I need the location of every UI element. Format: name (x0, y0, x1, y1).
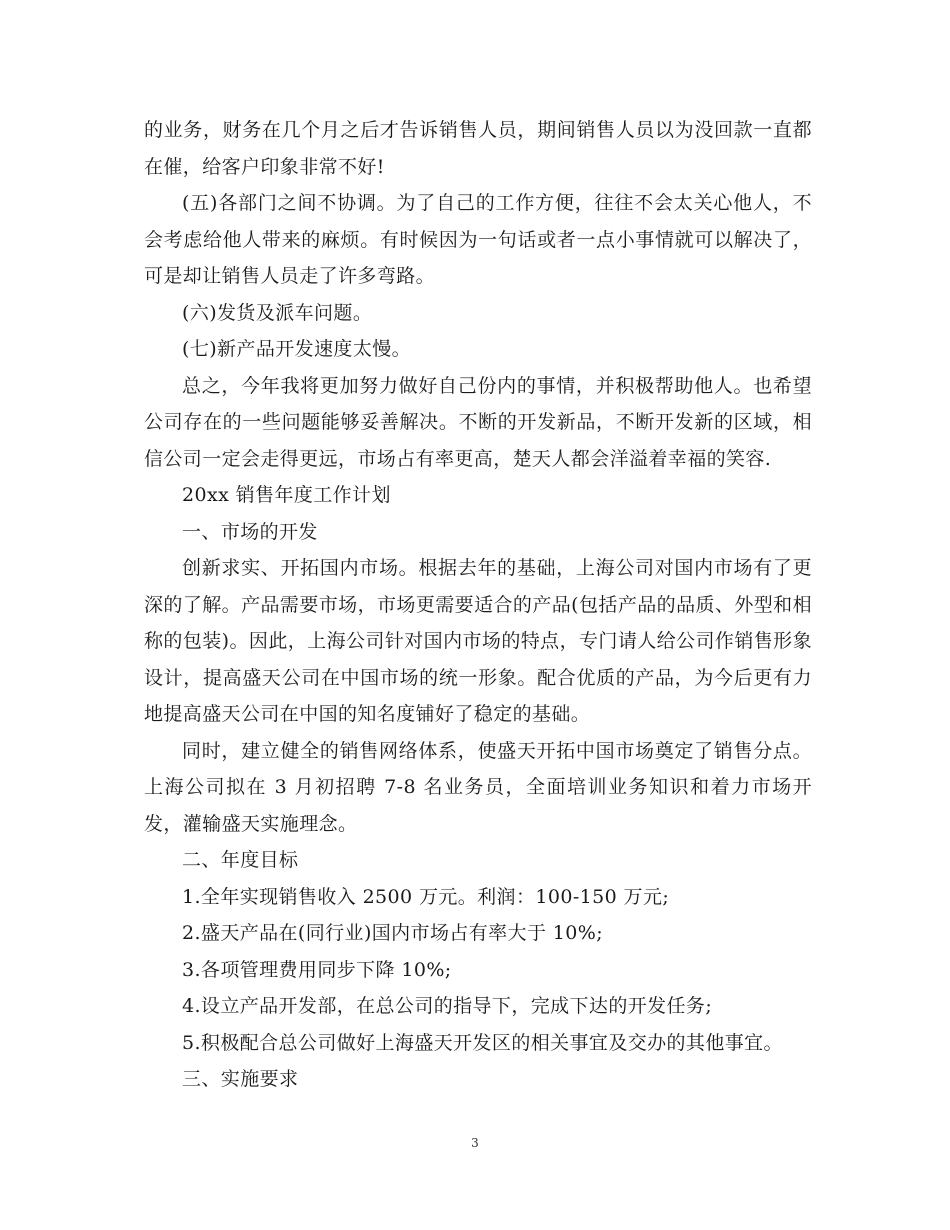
goal-item: 1.全年实现销售收入 2500 万元。利润：100-150 万元; (182, 885, 670, 908)
page-number: 3 (471, 1136, 479, 1150)
paragraph-sales-network: 同时，建立健全的销售网络体系，使盛天开拓中国市场奠定了销售分点。上海公司拟在 3 月初招聘 7-8 名业务员，全面培训业务知识和着力市场开发，灌输盛天实施理念。 (144, 739, 812, 835)
goal-item: 2.盛天产品在(同行业)国内市场占有率大于 10%; (182, 922, 604, 944)
heading-implementation: 三、实施要求 (182, 1068, 299, 1090)
paragraph-issue-five: (五)各部门之间不协调。为了自己的工作方便，往往不会太关心他人，不会考虑给他人带来的麻烦。有时候因为一句话或者一点小事情就可以解决了，可是却让销售人员走了许多弯路。 (144, 192, 812, 287)
section-title: 20xx 销售年度工作计划 (182, 484, 391, 506)
heading-annual-goals: 二、年度目标 (182, 849, 299, 871)
paragraph-market-development: 创新求实、开拓国内市场。根据去年的基础，上海公司对国内市场有了更深的了解。产品需要市场，市场更需要适合的产品(包括产品的品质、外型和相称的包装)。因此，上海公司针对国内市场的特点，专门请人给公司作销售形象设计，提高盛天公司在中国市场的统一形象。配合优质的产品，为今后更有力地提高盛天公司在中国的知名度铺好了稳定的基础。 (144, 557, 812, 725)
goal-item: 4.设立产品开发部，在总公司的指导下，完成下达的开发任务; (182, 995, 713, 1017)
paragraph-issue-seven: (七)新产品开发速度太慢。 (182, 338, 412, 360)
document-body (144, 112, 812, 1098)
goal-item: 3.各项管理费用同步下降 10%; (182, 958, 452, 981)
paragraph-summary: 总之，今年我将更加努力做好自己份内的事情，并积极帮助他人。也希望公司存在的一些问题能够妥善解决。不断的开发新品，不断开发新的区域，相信公司一定会走得更远，市场占有率更高，楚天人都会洋溢着幸福的笑容. (144, 374, 812, 470)
paragraph-issue-six: (六)发货及派车问题。 (182, 301, 373, 324)
goal-item: 5.积极配合总公司做好上海盛天开发区的相关事宜及交办的其他事宜。 (182, 1031, 783, 1054)
paragraph-continuation: 的业务，财务在几个月之后才告诉销售人员，期间销售人员以为没回款一直都在催，给客户印象非常不好! (144, 119, 812, 178)
heading-market-development: 一、市场的开发 (182, 520, 318, 543)
